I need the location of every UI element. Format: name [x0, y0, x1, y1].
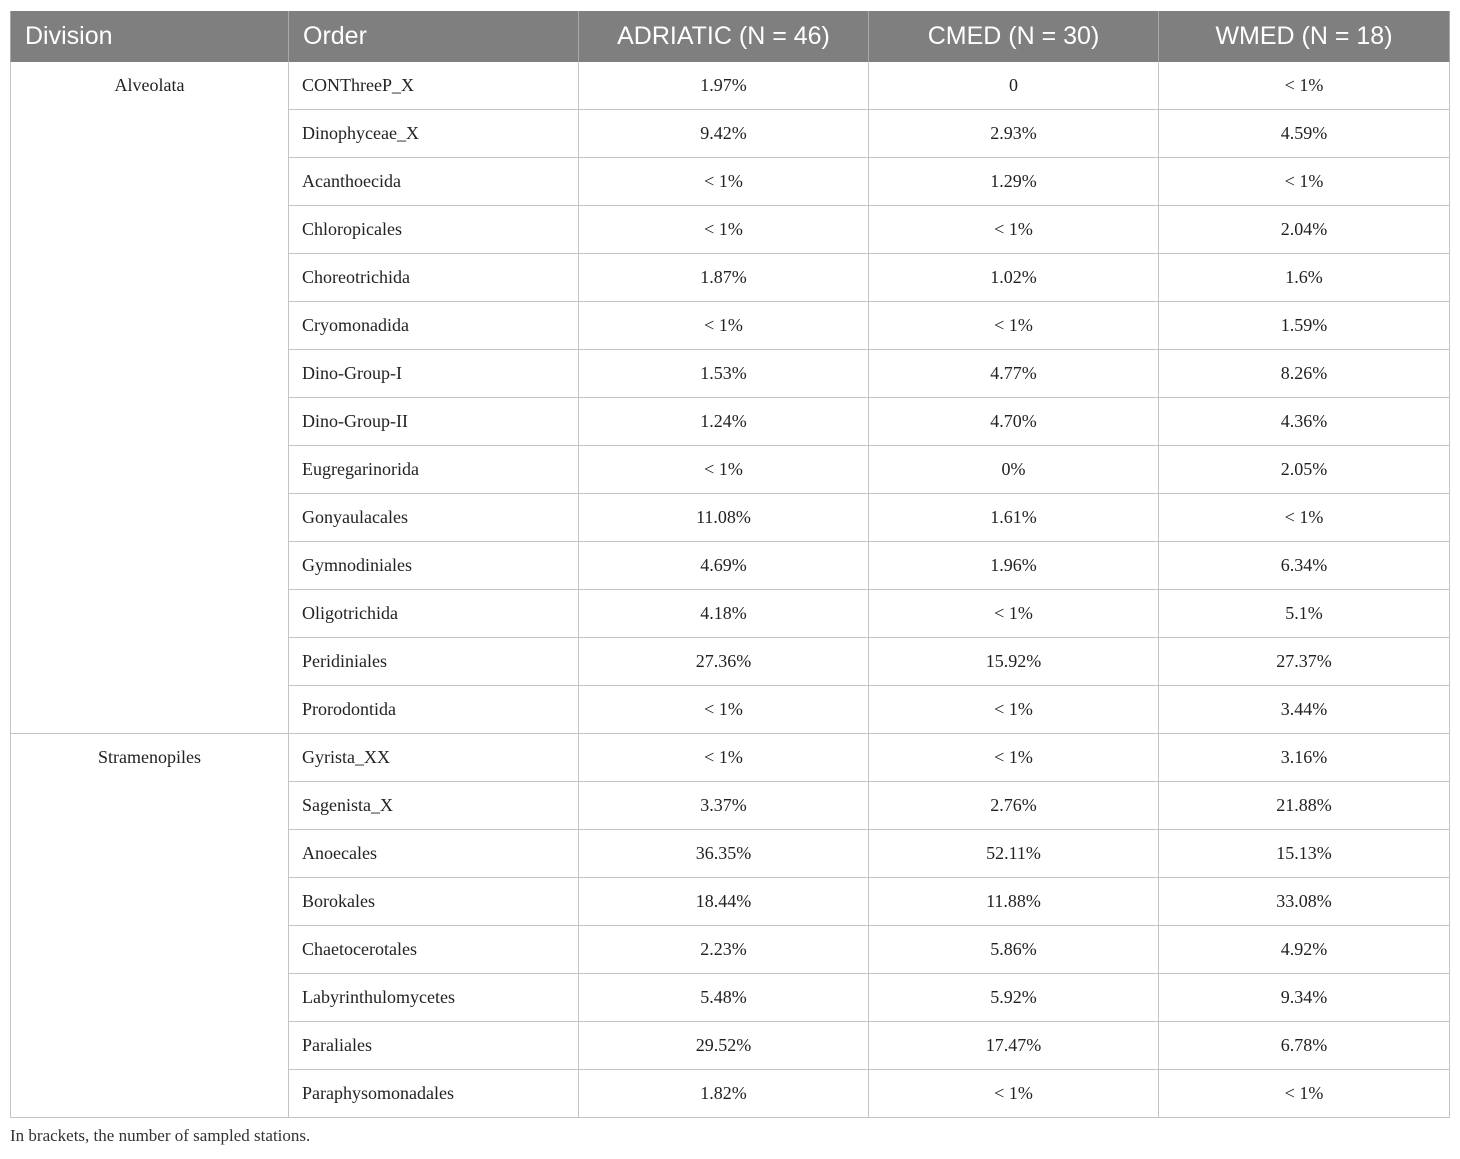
order-cell: Labyrinthulomycetes: [289, 974, 579, 1022]
wmed-value-cell: 4.92%: [1159, 926, 1450, 974]
order-cell: Gonyaulacales: [289, 494, 579, 542]
wmed-value-cell: < 1%: [1159, 62, 1450, 110]
adriatic-value-cell: 2.23%: [579, 926, 869, 974]
header-cmed: CMED (N = 30): [869, 11, 1159, 62]
order-cell: Prorodontida: [289, 686, 579, 734]
adriatic-value-cell: < 1%: [579, 734, 869, 782]
cmed-value-cell: 0%: [869, 446, 1159, 494]
header-wmed: WMED (N = 18): [1159, 11, 1450, 62]
cmed-value-cell: 11.88%: [869, 878, 1159, 926]
header-row: [11, 11, 1450, 62]
cmed-value-cell: 1.96%: [869, 542, 1159, 590]
wmed-value-cell: 15.13%: [1159, 830, 1450, 878]
adriatic-value-cell: < 1%: [579, 446, 869, 494]
order-cell: CONThreeP_X: [289, 62, 579, 110]
adriatic-value-cell: 4.69%: [579, 542, 869, 590]
cmed-value-cell: 4.70%: [869, 398, 1159, 446]
cmed-value-cell: 2.93%: [869, 110, 1159, 158]
table-row: [11, 734, 1450, 782]
header-division: Division: [11, 11, 289, 62]
order-cell: Paraliales: [289, 1022, 579, 1070]
cmed-value-cell: 5.86%: [869, 926, 1159, 974]
cmed-value-cell: < 1%: [869, 1070, 1159, 1118]
cmed-value-cell: 0: [869, 62, 1159, 110]
adriatic-value-cell: 11.08%: [579, 494, 869, 542]
order-cell: Eugregarinorida: [289, 446, 579, 494]
adriatic-value-cell: 9.42%: [579, 110, 869, 158]
wmed-value-cell: 27.37%: [1159, 638, 1450, 686]
wmed-value-cell: 33.08%: [1159, 878, 1450, 926]
cmed-value-cell: < 1%: [869, 734, 1159, 782]
wmed-value-cell: 5.1%: [1159, 590, 1450, 638]
abundance-table: [10, 11, 1450, 1118]
adriatic-value-cell: < 1%: [579, 686, 869, 734]
cmed-value-cell: < 1%: [869, 302, 1159, 350]
wmed-value-cell: 3.16%: [1159, 734, 1450, 782]
order-cell: Acanthoecida: [289, 158, 579, 206]
cmed-value-cell: < 1%: [869, 206, 1159, 254]
cmed-value-cell: 4.77%: [869, 350, 1159, 398]
wmed-value-cell: < 1%: [1159, 158, 1450, 206]
order-cell: Borokales: [289, 878, 579, 926]
header-adriatic: ADRIATIC (N = 46): [579, 11, 869, 62]
wmed-value-cell: 3.44%: [1159, 686, 1450, 734]
adriatic-value-cell: 29.52%: [579, 1022, 869, 1070]
adriatic-value-cell: 3.37%: [579, 782, 869, 830]
table-body: [11, 62, 1450, 1118]
header-order: Order: [289, 11, 579, 62]
order-cell: Sagenista_X: [289, 782, 579, 830]
wmed-value-cell: < 1%: [1159, 494, 1450, 542]
adriatic-value-cell: 18.44%: [579, 878, 869, 926]
order-cell: Cryomonadida: [289, 302, 579, 350]
order-cell: Anoecales: [289, 830, 579, 878]
adriatic-value-cell: < 1%: [579, 302, 869, 350]
adriatic-value-cell: 1.87%: [579, 254, 869, 302]
cmed-value-cell: 2.76%: [869, 782, 1159, 830]
order-cell: Peridiniales: [289, 638, 579, 686]
order-cell: Gyrista_XX: [289, 734, 579, 782]
wmed-value-cell: 2.05%: [1159, 446, 1450, 494]
order-cell: Dino-Group-I: [289, 350, 579, 398]
adriatic-value-cell: 5.48%: [579, 974, 869, 1022]
order-cell: Chaetocerotales: [289, 926, 579, 974]
cmed-value-cell: 1.29%: [869, 158, 1159, 206]
order-cell: Chloropicales: [289, 206, 579, 254]
wmed-value-cell: 6.34%: [1159, 542, 1450, 590]
cmed-value-cell: 1.61%: [869, 494, 1159, 542]
cmed-value-cell: < 1%: [869, 686, 1159, 734]
adriatic-value-cell: < 1%: [579, 206, 869, 254]
adriatic-value-cell: < 1%: [579, 158, 869, 206]
order-cell: Paraphysomonadales: [289, 1070, 579, 1118]
division-cell: Alveolata: [11, 62, 289, 734]
wmed-value-cell: < 1%: [1159, 1070, 1450, 1118]
data-table-container: [10, 11, 1449, 1118]
wmed-value-cell: 8.26%: [1159, 350, 1450, 398]
table-footnote: In brackets, the number of sampled stations.: [10, 1126, 311, 1145]
adriatic-value-cell: 4.18%: [579, 590, 869, 638]
wmed-value-cell: 6.78%: [1159, 1022, 1450, 1070]
cmed-value-cell: 17.47%: [869, 1022, 1159, 1070]
wmed-value-cell: 4.36%: [1159, 398, 1450, 446]
wmed-value-cell: 9.34%: [1159, 974, 1450, 1022]
wmed-value-cell: 2.04%: [1159, 206, 1450, 254]
adriatic-value-cell: 27.36%: [579, 638, 869, 686]
table-header: [11, 11, 1450, 62]
cmed-value-cell: 5.92%: [869, 974, 1159, 1022]
cmed-value-cell: 52.11%: [869, 830, 1159, 878]
order-cell: Dino-Group-II: [289, 398, 579, 446]
order-cell: Oligotrichida: [289, 590, 579, 638]
table-row: [11, 62, 1450, 110]
adriatic-value-cell: 1.97%: [579, 62, 869, 110]
order-cell: Dinophyceae_X: [289, 110, 579, 158]
wmed-value-cell: 4.59%: [1159, 110, 1450, 158]
wmed-value-cell: 1.59%: [1159, 302, 1450, 350]
order-cell: Gymnodiniales: [289, 542, 579, 590]
adriatic-value-cell: 1.82%: [579, 1070, 869, 1118]
cmed-value-cell: 1.02%: [869, 254, 1159, 302]
wmed-value-cell: 21.88%: [1159, 782, 1450, 830]
cmed-value-cell: 15.92%: [869, 638, 1159, 686]
division-cell: Stramenopiles: [11, 734, 289, 1118]
cmed-value-cell: < 1%: [869, 590, 1159, 638]
adriatic-value-cell: 36.35%: [579, 830, 869, 878]
order-cell: Choreotrichida: [289, 254, 579, 302]
adriatic-value-cell: 1.24%: [579, 398, 869, 446]
wmed-value-cell: 1.6%: [1159, 254, 1450, 302]
adriatic-value-cell: 1.53%: [579, 350, 869, 398]
